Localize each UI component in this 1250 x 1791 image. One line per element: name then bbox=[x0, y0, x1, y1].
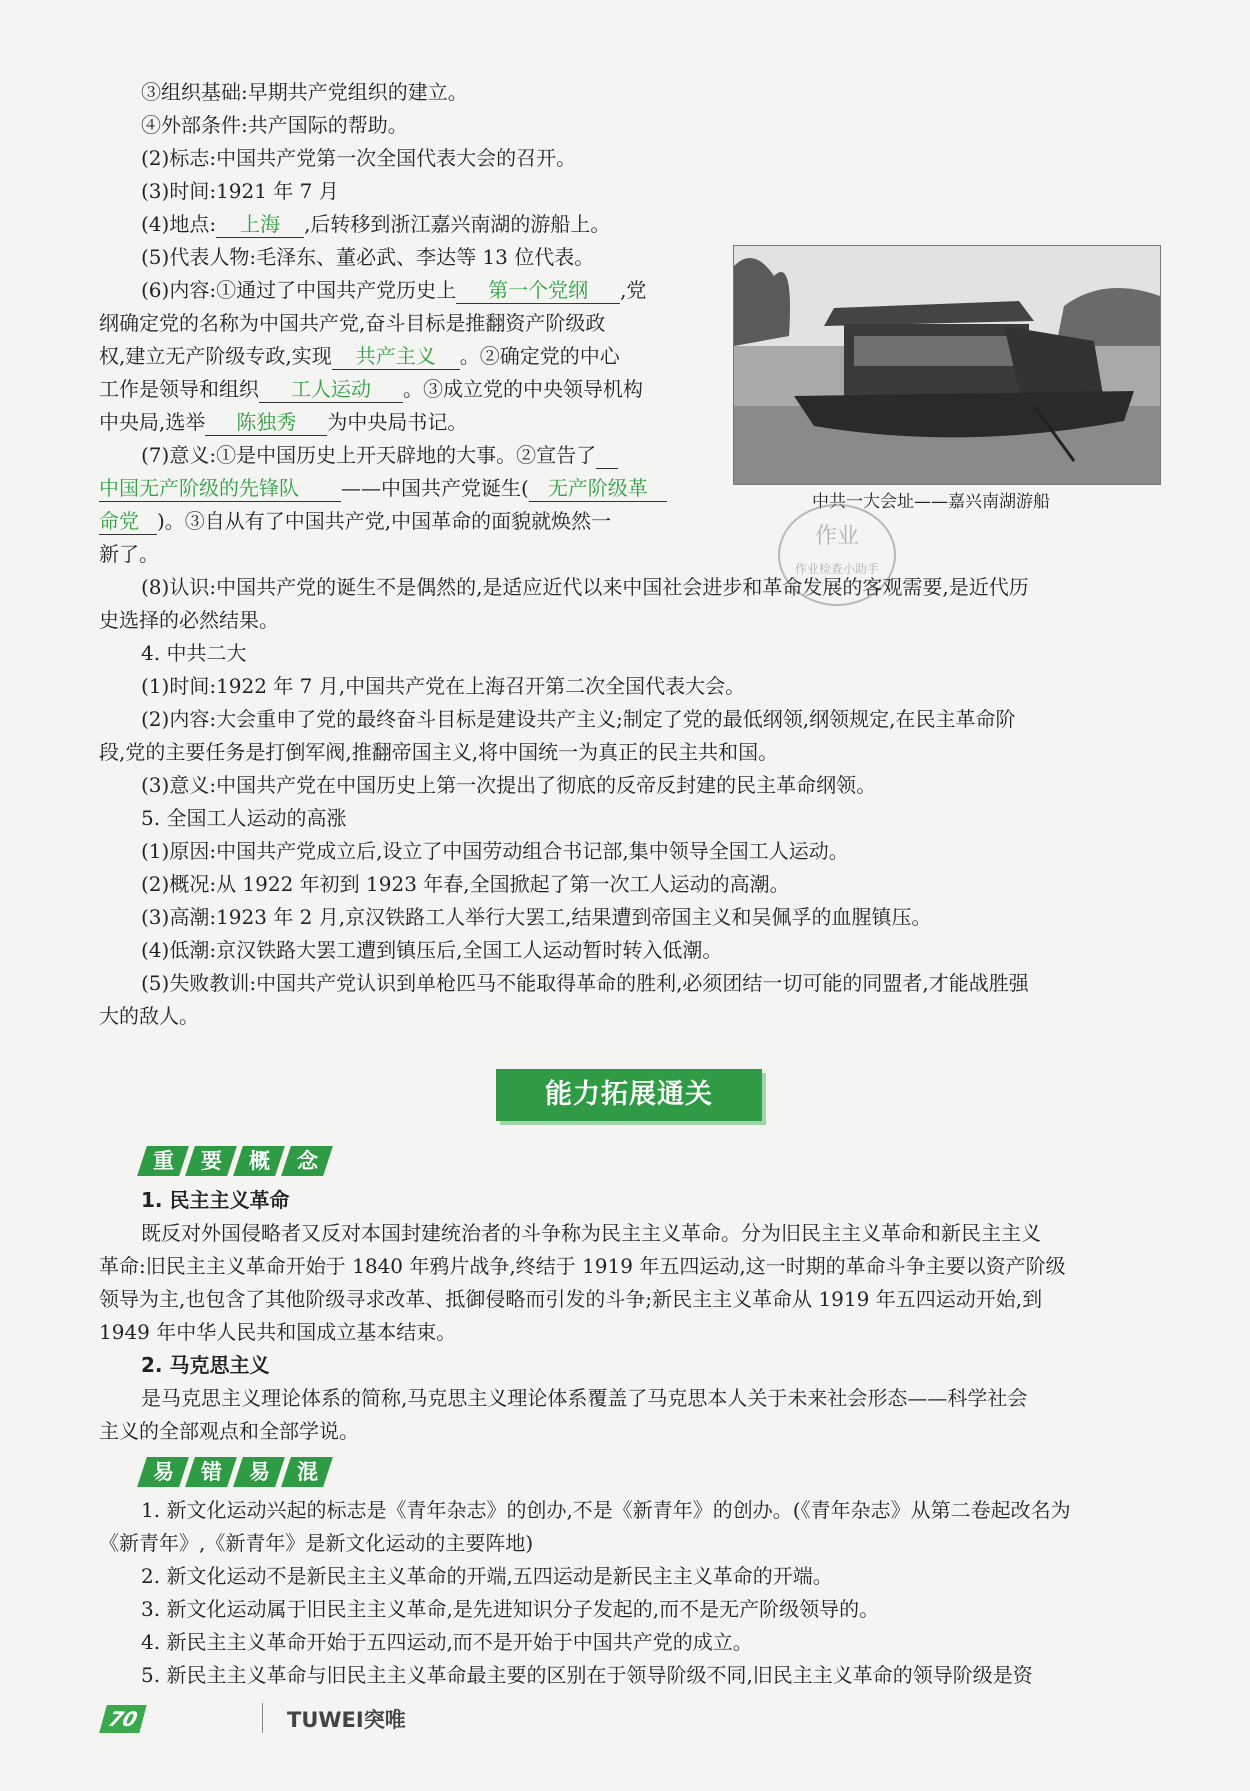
text-segment: (4)地点: bbox=[141, 212, 217, 236]
text-line: (3)时间:1921 年 7 月 bbox=[141, 179, 339, 203]
text-segment: ,党 bbox=[620, 278, 647, 302]
text-line: 2. 新文化运动不是新民主主义革命的开端,五四运动是新民主主义革命的开端。 bbox=[141, 1564, 833, 1588]
text-line: 史选择的必然结果。 bbox=[99, 608, 279, 632]
text-line bbox=[141, 208, 610, 241]
answer-fill: 无产阶级革 bbox=[529, 475, 667, 502]
section-banner: 能力拓展通关 bbox=[496, 1069, 762, 1121]
text-line: (8)认识:中国共产党的诞生不是偶然的,是适应近代以来中国社会进步和革命发展的客观需要,是近代历 bbox=[141, 575, 1029, 599]
answer-fill: 命党 bbox=[99, 508, 157, 535]
text-line: (3)意义:中国共产党在中国历史上第一次提出了彻底的反帝反封建的民主革命纲领。 bbox=[141, 773, 877, 797]
text-line: 既反对外国侵略者又反对本国封建统治者的斗争称为民主主义革命。分为旧民主主义革命和新民主主义 bbox=[141, 1221, 1041, 1245]
stamp-top-text: 作业 bbox=[814, 524, 860, 549]
text-segment: 。③成立党的中央领导机构 bbox=[403, 377, 643, 401]
section-heading: 5. 全国工人运动的高涨 bbox=[141, 806, 347, 830]
text-line: (5)失败教训:中国共产党认识到单枪匹马不能取得革命的胜利,必须团结一切可能的同盟者,才能战胜强 bbox=[141, 971, 1029, 995]
text-segment: 中央局,选举 bbox=[99, 410, 206, 434]
text-line bbox=[99, 340, 620, 373]
section-heading: 4. 中共二大 bbox=[141, 641, 247, 665]
footer-divider bbox=[262, 1703, 263, 1733]
text-line: 1. 新文化运动兴起的标志是《青年杂志》的创办,不是《新青年》的创办。(《青年杂志》从第二卷起改名为 bbox=[141, 1498, 1071, 1522]
text-line: (2)概况:从 1922 年初到 1923 年春,全国掀起了第一次工人运动的高潮。 bbox=[141, 872, 790, 896]
answer-fill: 第一个党纲 bbox=[456, 277, 620, 304]
text-line: 1949 年中华人民共和国成立基本结束。 bbox=[99, 1320, 457, 1344]
text-line: ③组织基础:早期共产党组织的建立。 bbox=[141, 80, 468, 104]
answer-fill: 上海 bbox=[216, 211, 304, 238]
answer-fill: 陈独秀 bbox=[205, 409, 327, 436]
text-line: 大的敌人。 bbox=[99, 1004, 199, 1028]
text-line: ④外部条件:共产国际的帮助。 bbox=[141, 113, 408, 137]
text-segment: (7)意义:①是中国历史上开天辟地的大事。②宣告了 bbox=[141, 443, 597, 467]
text-line: 纲确定党的名称为中国共产党,奋斗目标是推翻资产阶级政 bbox=[99, 311, 606, 335]
boat-illustration bbox=[734, 246, 1160, 484]
text-line: (1)原因:中国共产党成立后,设立了中国劳动组合书记部,集中领导全国工人运动。 bbox=[141, 839, 849, 863]
tag-char: 概 bbox=[233, 1146, 285, 1176]
tag-char: 易 bbox=[233, 1457, 285, 1487]
tag-char: 重 bbox=[137, 1146, 189, 1176]
answer-fill: 工人运动 bbox=[259, 376, 403, 403]
text-line: 革命:旧民主主义革命开始于 1840 年鸦片战争,终结于 1919 年五四运动,这一时期的革命斗争主要以资产阶级 bbox=[99, 1254, 1066, 1278]
text-line: (3)高潮:1923 年 2 月,京汉铁路工人举行大罢工,结果遭到帝国主义和吴佩孚的血腥镇压。 bbox=[141, 905, 932, 929]
text-segment: 。②确定党的中心 bbox=[459, 344, 620, 368]
text-line bbox=[141, 439, 618, 472]
text-line: (5)代表人物:毛泽东、董必武、李达等 13 位代表。 bbox=[141, 245, 595, 269]
blank-line bbox=[596, 442, 618, 469]
text-line bbox=[99, 373, 643, 406]
text-line: (2)标志:中国共产党第一次全国代表大会的召开。 bbox=[141, 146, 577, 170]
text-line: 3. 新文化运动属于旧民主主义革命,是先进知识分子发起的,而不是无产阶级领导的。 bbox=[141, 1597, 880, 1621]
text-line: 段,党的主要任务是打倒军阀,推翻帝国主义,将中国统一为真正的民主共和国。 bbox=[99, 740, 779, 764]
tag-char: 要 bbox=[185, 1146, 237, 1176]
text-segment: )。③自从有了中国共产党,中国革命的面貌就焕然一 bbox=[157, 509, 612, 533]
photo-caption: 中共一大会址——嘉兴南湖游船 bbox=[812, 492, 1050, 512]
concept-heading: 2. 马克思主义 bbox=[141, 1353, 270, 1377]
text-line: (1)时间:1922 年 7 月,中国共产党在上海召开第二次全国代表大会。 bbox=[141, 674, 746, 698]
text-line: 领导为主,也包含了其他阶级寻求改革、抵御侵略而引发的斗争;新民主主义革命从 1919 年五四运动开始,到 bbox=[99, 1287, 1043, 1311]
text-line bbox=[99, 406, 467, 439]
text-line bbox=[99, 505, 611, 538]
page-number: 70 bbox=[99, 1705, 147, 1733]
text-line: 《新青年》,《新青年》是新文化运动的主要阵地) bbox=[99, 1531, 534, 1555]
boat-photo bbox=[733, 245, 1161, 485]
text-line: 5. 新民主主义革命与旧民主主义革命最主要的区别在于领导阶级不同,旧民主主义革命的领导阶级是资 bbox=[141, 1663, 1033, 1687]
text-segment: 工作是领导和组织 bbox=[99, 377, 259, 401]
tag-char: 念 bbox=[281, 1146, 333, 1176]
text-segment: ,后转移到浙江嘉兴南湖的游船上。 bbox=[304, 212, 611, 236]
text-line: (4)低潮:京汉铁路大罢工遭到镇压后,全国工人运动暂时转入低潮。 bbox=[141, 938, 723, 962]
answer-fill: 共产主义 bbox=[332, 343, 460, 370]
concept-heading: 1. 民主主义革命 bbox=[141, 1188, 290, 1212]
text-segment: (6)内容:①通过了中国共产党历史上 bbox=[141, 278, 457, 302]
answer-fill: 中国无产阶级的先锋队 bbox=[99, 475, 341, 502]
text-segment: ——中国共产党诞生( bbox=[341, 476, 529, 500]
text-segment: 权,建立无产阶级专政,实现 bbox=[99, 344, 332, 368]
tag-char: 易 bbox=[137, 1457, 189, 1487]
tag-char: 混 bbox=[281, 1457, 333, 1487]
text-line: 是马克思主义理论体系的简称,马克思主义理论体系覆盖了马克思本人关于未来社会形态——科学社会 bbox=[141, 1386, 1028, 1410]
text-line: 新了。 bbox=[99, 542, 159, 566]
text-line: 主义的全部观点和全部学说。 bbox=[99, 1419, 359, 1443]
text-line: (2)内容:大会重申了党的最终奋斗目标是建设共产主义;制定了党的最低纲领,纲领规定,在民主革命阶 bbox=[141, 707, 1016, 731]
text-line: 4. 新民主主义革命开始于五四运动,而不是开始于中国共产党的成立。 bbox=[141, 1630, 753, 1654]
tag-char: 错 bbox=[185, 1457, 237, 1487]
text-line bbox=[141, 274, 646, 307]
text-line bbox=[99, 472, 667, 505]
text-segment: 为中央局书记。 bbox=[327, 410, 468, 434]
stamp-bottom-text: 作业检查小助手 bbox=[794, 562, 880, 576]
brand-logo: TUWEI突唯 bbox=[287, 1708, 406, 1732]
